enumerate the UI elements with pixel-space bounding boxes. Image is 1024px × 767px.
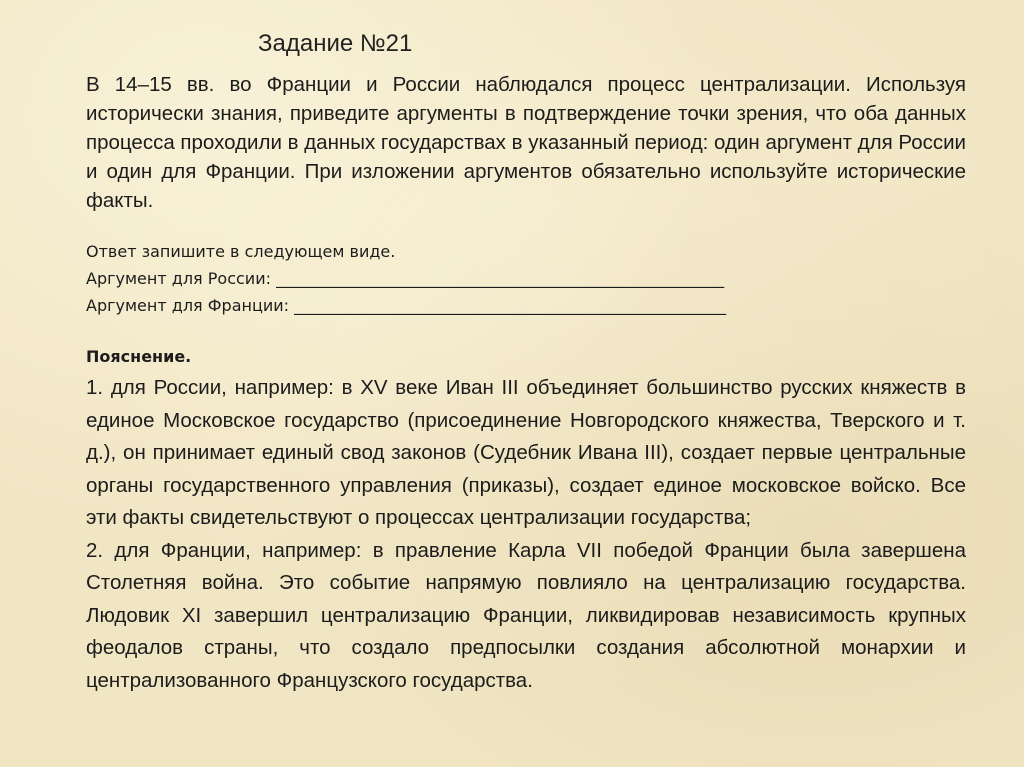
explanation-point-france: 2. для Франции, например: в правление Карла VII победой Франции была завершена Столетняя война. Это событие напрямую повлияло на централизацию государства. Людовик XI завершил централизацию Франции, ликвидировав независимость крупных феодалов страны, что создало предпосылки создания абсолютной монархии и централизованного Французского государства. bbox=[86, 538, 966, 692]
russia-argument-line: Аргумент для России: ________________________________________________________ bbox=[86, 269, 725, 288]
task-text: В 14–15 вв. во Франции и России наблюдался процесс централизации. Используя исторически знания, приведите аргументы в подтверждение точки зрения, что оба данных процесса проходили в данных государствах в указанный период: один аргумент для России и один для Франции. При изложении аргументов обязательно используйте исторические факты. bbox=[86, 73, 966, 212]
task-title: Задание №21 bbox=[258, 30, 413, 57]
task-text-block bbox=[86, 70, 966, 215]
answer-format-block bbox=[86, 238, 906, 319]
france-argument-line: Аргумент для Франции: ______________________________________________________ bbox=[86, 296, 727, 315]
explanation-block bbox=[86, 372, 966, 697]
explanation-heading: Пояснение. bbox=[86, 347, 192, 366]
explanation-point-russia: 1. для России, например: в XV веке Иван III объединяет большинство русских княжеств в единое Московское государство (присоединение Новгородского княжества, Тверского и т. д.), он принимает единый свод законов (Судебник Ивана III), создает первые центральные органы государственного управления (приказы), создает единое московское войско. Все эти факты свидетельствуют о процессах централизации государства; bbox=[86, 376, 966, 529]
answer-instruction: Ответ запишите в следующем виде. bbox=[86, 242, 396, 261]
